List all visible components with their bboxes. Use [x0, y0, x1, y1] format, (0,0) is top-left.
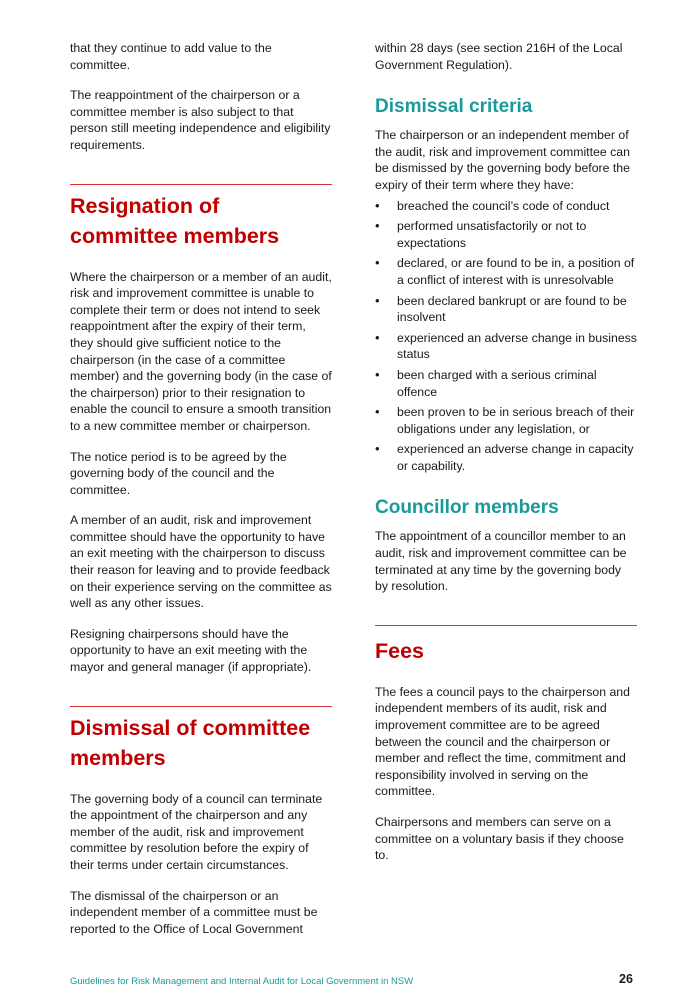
fees-paragraph-1: The fees a council pays to the chairperson and independent members of its audit, risk and improvement committee are to be agreed between the council and the chairperson or member and reflect the time, commitment and responsibility involved in serving on the committee.	[375, 684, 630, 799]
fees-paragraph-2: Chairpersons and members can serve on a committee on a voluntary basis if they choose to.	[375, 815, 624, 863]
dismissal-criteria-paragraph: The chairperson or an independent member of the audit, risk and improvement committee can be dismissed by the governing body before the expiry of their term where they have:	[375, 128, 630, 192]
dismissal-criteria-list	[375, 198, 637, 475]
heading-dismissal-criteria: Dismissal criteria	[375, 96, 533, 118]
dismissal-paragraph-2: The dismissal of the chairperson or an independent member of a committee must be reported to the Office of Local Government	[70, 888, 318, 936]
list-item: • experienced an adverse change in business status	[375, 330, 637, 363]
footer-document-title: Guidelines for Risk Management and Internal Audit for Local Government in NSW	[70, 976, 414, 987]
left-column	[70, 40, 332, 951]
heading-fees: Fees	[375, 638, 425, 663]
section-divider-fees	[375, 625, 637, 626]
list-item: • breached the council’s code of conduct	[375, 198, 637, 215]
resignation-paragraph-1: Where the chairperson or a member of an audit, risk and improvement committee is unable to complete their term or does not intend to seek reappointment after the expiry of their term, they should give sufficient notice to the chairperson (in the case of a committee member) and the governing body (in the case of the chairperson) prior to their resignation to enable the council to ensure a smooth transition to a new committee member or chairperson.	[70, 269, 332, 433]
list-item: • declared, or are found to be in, a position of a conflict of interest with is unresolvable	[375, 255, 637, 288]
resignation-paragraph-3: A member of an audit, risk and improvement committee should have the opportunity to have an exit meeting with the chairperson to discuss their reason for leaving and to provide feedback on their experience serving on the committee as well as any other issues.	[70, 513, 332, 611]
heading-resignation: Resignation of committee members	[70, 193, 280, 248]
resignation-paragraph-2: The notice period is to be agreed by the governing body of the council and the committee.	[70, 449, 287, 497]
list-item: • been proven to be in serious breach of their obligations under any legislation, or	[375, 404, 637, 437]
resignation-paragraph-4: Resigning chairpersons should have the opportunity to have an exit meeting with the mayor and general manager (if appropriate).	[70, 626, 312, 675]
councillor-paragraph: The appointment of a councillor member to an audit, risk and improvement committee can be terminated at any time by the governing body by resolution.	[375, 529, 627, 594]
dismissal-paragraph-1: The governing body of a council can terminate the appointment of the chairperson and any member of the audit, risk and improvement committee by resolution before the expiry of their terms under certain circumstances.	[70, 791, 323, 872]
right-column	[375, 40, 637, 878]
section-divider-resignation	[70, 184, 332, 185]
list-item: • been charged with a serious criminal offence	[375, 367, 637, 400]
section-divider-dismissal	[70, 706, 332, 707]
list-item: • experienced an adverse change in capacity or capability.	[375, 441, 637, 474]
page-number: 26	[619, 972, 633, 986]
list-item: • performed unsatisfactorily or not to expectations	[375, 218, 637, 251]
intro-paragraph-1: that they continue to add value to the committee.	[70, 41, 272, 72]
continuation-paragraph: within 28 days (see section 216H of the Local Government Regulation).	[375, 41, 623, 72]
intro-paragraph-2: The reappointment of the chairperson or a committee member is also subject to that person still meeting independence and eligibility requirements.	[70, 88, 331, 152]
list-item: • been declared bankrupt or are found to be insolvent	[375, 293, 637, 326]
heading-councillor-members: Councillor members	[375, 497, 559, 519]
heading-dismissal: Dismissal of committee members	[70, 715, 311, 770]
